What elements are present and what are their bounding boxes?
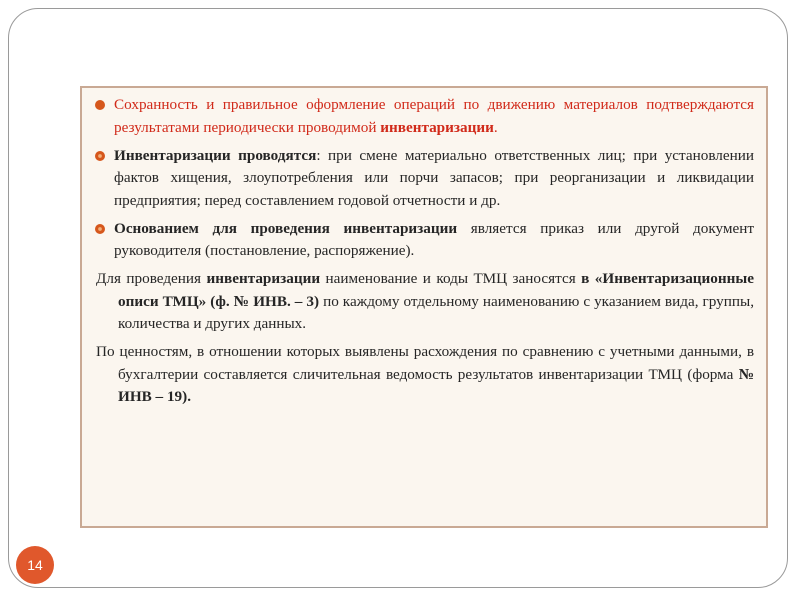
bullet-dot-icon <box>95 100 105 110</box>
paragraph-inventory-list <box>92 268 754 336</box>
paragraph-discrepancy <box>92 341 754 409</box>
paragraph-basis <box>92 218 754 263</box>
paragraph-safety <box>92 94 754 139</box>
paragraph-when-bold: Инвентаризации проводятся <box>114 146 317 164</box>
paragraph-inventory-bold-2: в «Инвентаризационные описи ТМЦ» (ф. № ИНВ. – 3) <box>118 270 754 310</box>
paragraph-when-text: : при смене материально ответственных лиц; при установлении фактов хищения, злоупотребления или порчи запасов; при реорганизации и ликвидации предприятия; перед составлением годовой отчетности и др. <box>114 146 754 209</box>
bullet-star-icon <box>95 151 105 161</box>
content-box <box>80 86 768 528</box>
paragraph-inventory-text-3: по каждому отдельному наименованию с указанием вида, группы, количества и других данных. <box>118 292 754 332</box>
page-number: 14 <box>27 557 43 573</box>
paragraph-discrepancy-bold: № ИНВ – 19). <box>118 365 754 405</box>
paragraph-discrepancy-text: По ценностям, в отношении которых выявлены расхождения по сравнению с учетными данными, в бухгалтерии составляется сличительная ведомость результатов инвентаризации ТМЦ (форма <box>96 343 754 383</box>
paragraph-safety-bold: инвентаризации <box>380 118 494 136</box>
paragraph-inventory-text-2: наименование и коды ТМЦ заносятся <box>320 270 582 287</box>
paragraph-safety-end: . <box>493 118 498 136</box>
paragraph-basis-text: является приказ или другой документ руководителя (постановление, распоряжение). <box>114 219 754 259</box>
paragraph-when <box>92 145 754 213</box>
paragraph-safety-text: Сохранность и правильное оформление операций по движению материалов подтверждаются результатами периодически проводимой <box>114 96 754 136</box>
bullet-star-icon <box>95 224 105 234</box>
page-number-badge <box>16 546 54 584</box>
paragraph-inventory-bold-1: инвентаризации <box>206 270 321 287</box>
paragraph-inventory-text-1: Для проведения <box>96 270 207 287</box>
paragraph-basis-bold: Основанием для проведения инвентаризации <box>114 219 458 237</box>
